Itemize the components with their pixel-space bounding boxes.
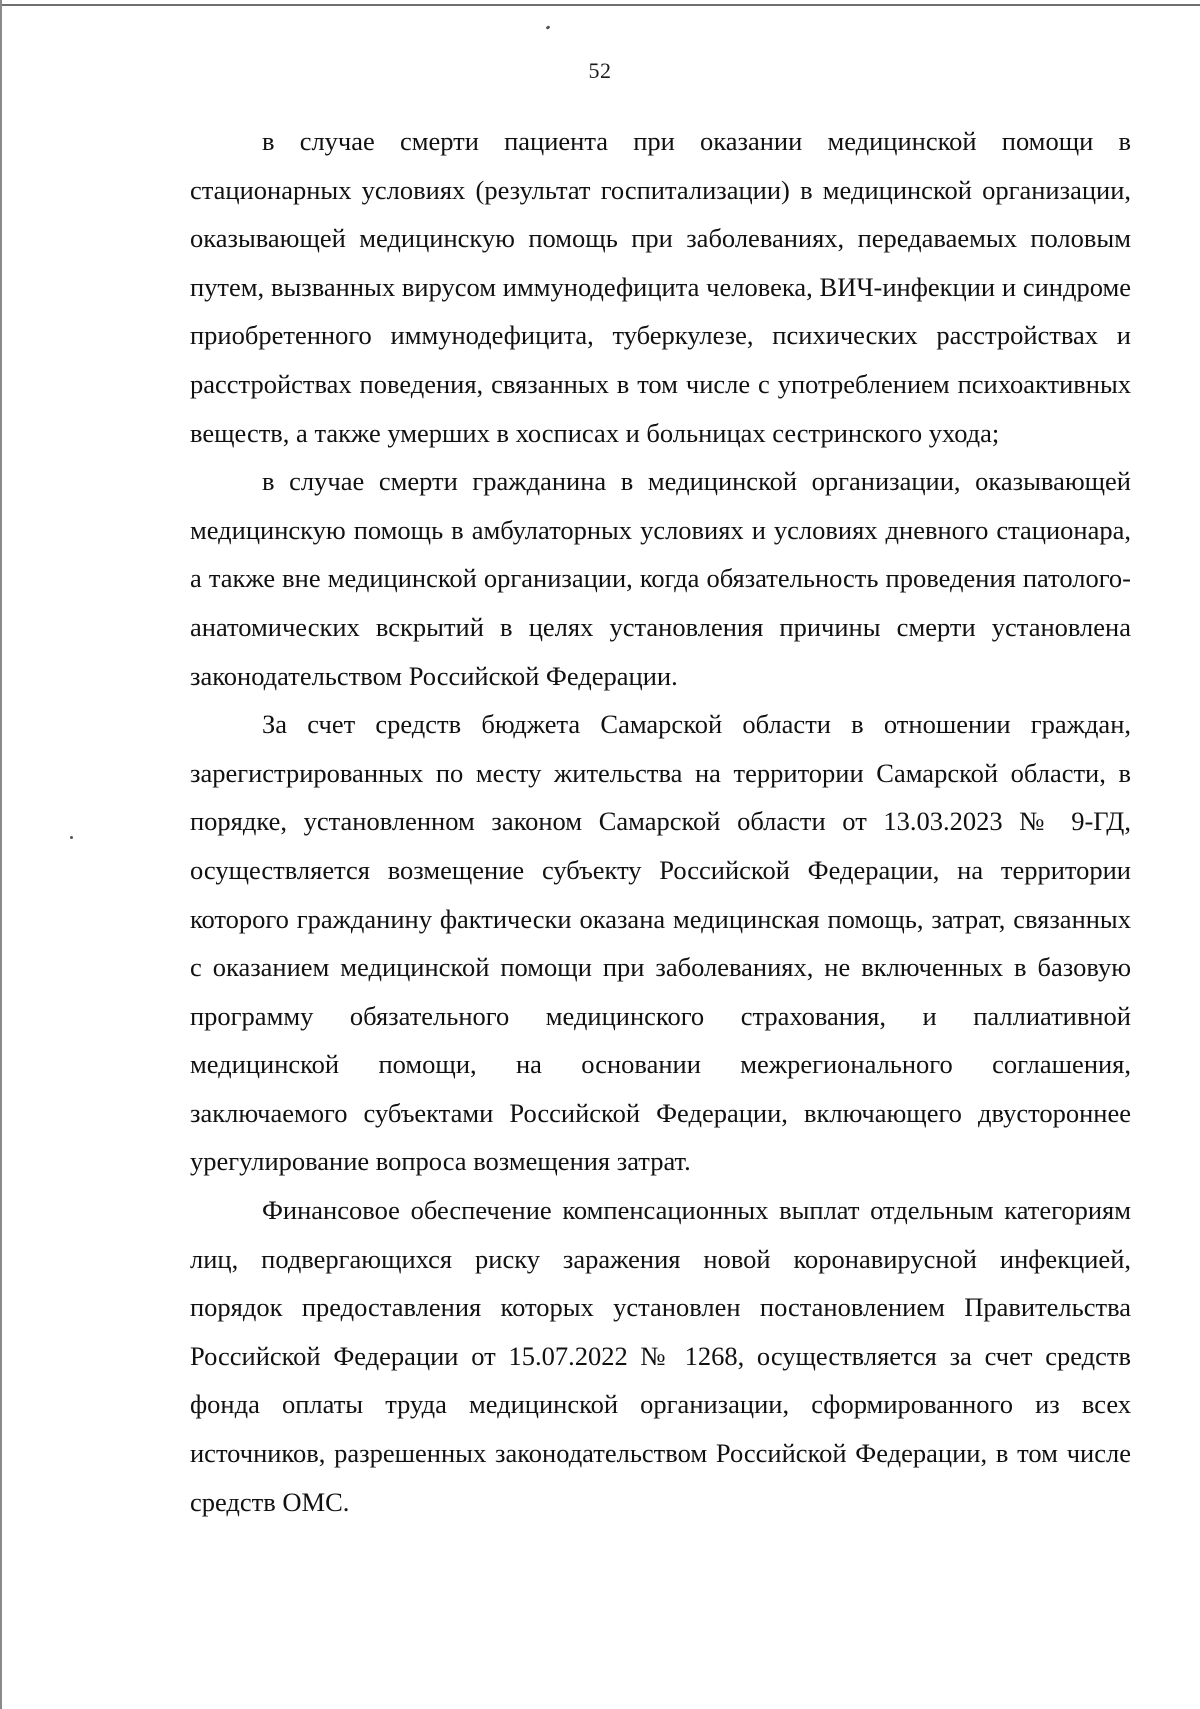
scan-speck (546, 25, 551, 30)
paragraph-budget-reimbursement: За счет средств бюджета Самарской области в отношении граждан, зарегистрированных по месту жительства на территории Самарской области, в порядке, установленном законом Самарской области от 13.03.2023 № 9-ГД, осуществляется возмещение субъекту Российской Федерации, на территории которого гражданину фактически оказана медицинская помощь, затрат, связанных с оказанием медицинской помощи при заболеваниях, не включенных в базовую программу обязательного медицинского страхования, и паллиативной медицинской помощи, на основании межрегионального соглашения, заключаемого субъектами Российской Федерации, включающего двустороннее урегулирование вопроса возмещения затрат. (190, 709, 1131, 1177)
scan-speck (70, 836, 73, 839)
paragraph-outpatient-death: в случае смерти гражданина в медицинской организации, оказывающей медицинскую помощь в амбулаторных условиях и условиях дневного стационара, а также вне медицинской организации, когда обязательность проведения патолого-анатомических вскрытий в целях установления причины смерти установлена законодательством Российской Федерации. (190, 466, 1131, 691)
scan-edge-left (0, 0, 2, 1709)
page-number: 52 (588, 58, 612, 83)
scan-edge-top (0, 4, 1200, 6)
paragraph-compensation-payments: Финансовое обеспечение компенсационных выплат отдельным категориям лиц, подвергающихся риску заражения новой коронавирусной инфекцией, порядок предоставления которых установлен постановлением Правительства Российской Федерации от 15.07.2022 № 1268, осуществляется за счет средств фонда оплаты труда медицинской организации, сформированного из всех источников, разрешенных законодательством Российской Федерации, в том числе средств ОМС. (190, 1195, 1131, 1517)
document-body (190, 117, 1131, 1526)
paragraph-inpatient-death: в случае смерти пациента при оказании медицинской помощи в стационарных условиях (результат госпитализации) в медицинской организации, оказывающей медицинскую помощь при заболеваниях, передаваемых половым путем, вызванных вирусом иммунодефицита человека, ВИЧ-инфекции и синдроме приобретенного иммунодефицита, туберкулезе, психических расстройствах и расстройствах поведения, связанных в том числе с употреблением психоактивных веществ, а также умерших в хосписах и больницах сестринского ухода; (190, 126, 1131, 448)
